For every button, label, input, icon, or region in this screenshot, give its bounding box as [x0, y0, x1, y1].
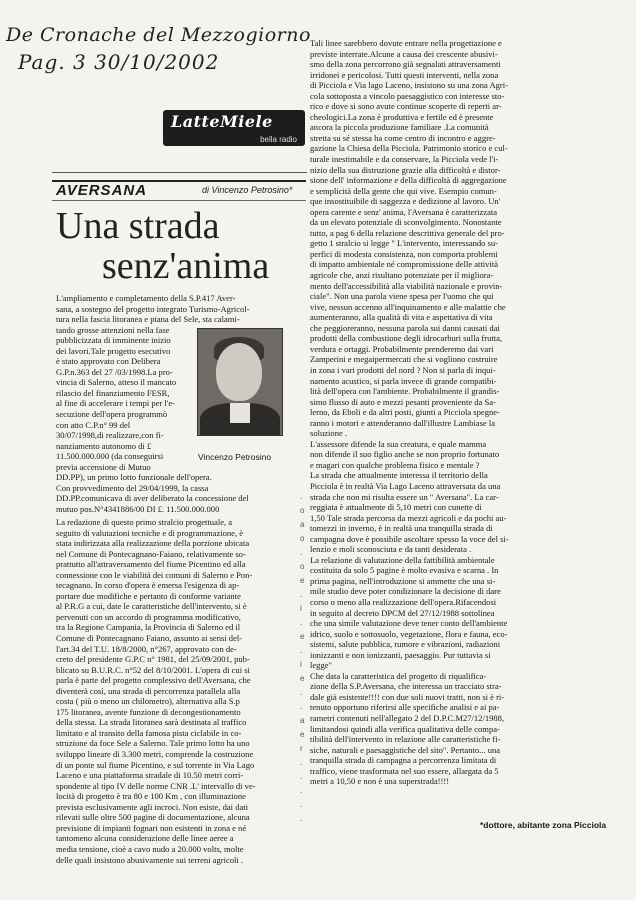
- lattemiele-logo: [163, 110, 305, 146]
- text-line: cheologici.La zona è produttiva e fertile ed è presente: [310, 111, 494, 122]
- signature-line: [480, 820, 630, 831]
- text-line: opera carente e senz' anima, l'Aversana è caratterizzata: [310, 206, 498, 217]
- text-line: limitato e al transito della famosa pista ciclabile in co-: [56, 727, 242, 738]
- text-line: tomezzi in inverno, è in realtà una tranquilla strada di: [310, 523, 493, 534]
- text-line: Laceno e una piattaforma stradale di 10.50 metri corri-: [56, 770, 244, 781]
- text-line: sione dell' informazione e della difficoltà di aggregazione: [310, 175, 507, 186]
- text-line: l'art.34 del T.U. 18/8/2000, n°267, approvato con de-: [56, 643, 237, 654]
- column-1-top: [56, 293, 300, 514]
- logo-tagline: bella radio: [260, 135, 297, 144]
- text-line: che una simile valutazione deve tener conto dell'ambiente: [310, 618, 508, 629]
- text-line: corso o meno alla realizzazione dell'opera.Rifacendosi: [310, 596, 497, 607]
- text-line: mento dell'accessibilità alla viabilità nazionale e provin-: [310, 280, 503, 291]
- text-line: tutto, a pag 6 della relazione descrittiva generale del pro-: [310, 227, 505, 238]
- text-line: mile studio deve poter condizionare la decisione di dare: [310, 586, 501, 597]
- handwritten-source-note: De Cronache del Mezzogiorno: [6, 24, 311, 46]
- text-line: Che data la caratteristica del progetto di riqualifica-: [310, 670, 487, 681]
- text-line: costituita da solo 5 pagine è molto evasiva e scarna . In: [310, 565, 499, 576]
- logo-name: LatteMiele: [171, 112, 273, 131]
- photo-caption: Vincenzo Petrosino: [198, 452, 272, 462]
- text-line: perfici di modesta consistenza, non comporta problemi: [310, 248, 498, 259]
- text-line: legge": [310, 660, 332, 671]
- text-line: dei lavori.Tale progetto esecutivo: [56, 345, 171, 356]
- text-line: verdura e ortaggi. Probabilmente prenderemo dai vari: [310, 343, 494, 354]
- text-line: previsione di impianti fognari non esistenti in zona e né: [56, 822, 247, 833]
- text-line: prattutto all'attraversamento del fiume Picentino ed alla: [56, 559, 246, 570]
- text-line: reggiata è attualmente di 5,10 metri con cunette di: [310, 502, 482, 513]
- text-line: tando grosse attenzioni nella fase: [56, 324, 170, 335]
- text-line: soluzione .: [310, 428, 348, 439]
- text-line: 30/07/1998,di realizzare,con fi-: [56, 430, 164, 441]
- handwritten-page-date-note: Pag. 3 30/10/2002: [18, 50, 220, 74]
- text-line: DD.PP), un primo lotto funzionale dell'opera.: [56, 472, 212, 483]
- text-line: costa ( più o meno un chilometro), alternativa alla S.p: [56, 696, 240, 707]
- binding-marks: . o a o . o e . i . e . i e . . a e r . . . . .: [300, 492, 305, 823]
- text-line: smo della zona percorrono già segnalati attraversamenti: [310, 59, 501, 70]
- text-line: prodotti della combustione degli idrocarburi sulla frutta,: [310, 333, 503, 344]
- byline: di Vincenzo Petrosino*: [202, 185, 293, 195]
- text-line: che peggioreranno, nessuna parola sui danni causati dai: [310, 322, 500, 333]
- text-line: sana, a sostegno del progetto integrato Turismo-Agricol-: [56, 303, 250, 314]
- text-line: agricole che, anzi risultano potenziate per il migliora-: [310, 270, 494, 281]
- text-line: connessione con le viabilità dei comuni di Salerno e Pon-: [56, 569, 253, 580]
- text-line: stretta su sé stessa ha come centro di incontro e aggre-: [310, 132, 496, 143]
- text-line: locità di progetto è tra 80 e 100 Km , con illuminazione: [56, 791, 246, 802]
- author-signature: *dottore, abitante zona Picciola: [480, 820, 607, 830]
- text-line: di un ponte sul fiume Picentino, e sul torrente in Via Lago: [56, 759, 255, 770]
- text-line: portare due modifiche e pertanto di conforme variante: [56, 590, 241, 601]
- column-2: [310, 38, 556, 787]
- text-line: Picciola è in realtà Via Lago Laceno attraversata da una: [310, 480, 501, 491]
- text-line: tenuto opportuno riferirsi alle specifiche analisi e ai pa-: [310, 702, 500, 713]
- text-line: L'ampliamento e completamento della S.P.417 Aver-: [56, 293, 236, 303]
- text-line: nizio della sua distruzione grazie alla difficoltà e distor-: [310, 164, 501, 175]
- text-line: e magari con qualche problema fisico e mentale ?: [310, 459, 480, 470]
- text-line: non difende il suo figlio anche se non proprio fortunato: [310, 449, 500, 460]
- text-line: pubblicizzata di imminente inizio: [56, 335, 171, 346]
- text-line: creto del presidente G.P.C n° 1981, del 25/09/2001, pub-: [56, 654, 250, 665]
- text-line: sviluppo lineare di 3.300 metri, comprende la costruzione: [56, 749, 254, 760]
- text-line: ranno i motori e attenderanno dall'illustre Lambiase la: [310, 417, 495, 428]
- text-line: DD.PP.comunicava di aver deliberato la concessione del: [56, 493, 249, 504]
- text-line: pervenuti con un accordo di programma modificativo,: [56, 611, 241, 622]
- text-line: La strada che attualmente interessa il territorio della: [310, 470, 488, 481]
- text-line: lità dell'opera con l'ambiente. Probabilmente il grandis-: [310, 386, 500, 397]
- text-line: prima pagina, nell'introduzione si ammette che una si-: [310, 575, 496, 586]
- text-line: metri a 10,50 e non è una superstrada!!!!: [310, 776, 450, 787]
- text-line: secuzione dell'opera programmò: [56, 409, 168, 420]
- text-line: tibilità dell'intervento in relazione alle caratteristiche fi-: [310, 734, 501, 745]
- text-line: que insostituibile di saggezza e dedizione al lavoro. Un': [310, 196, 501, 207]
- text-line: aumenteranno, alla qualità di vita e aspettativa di vita: [310, 312, 493, 323]
- text-line: getto 1 stralcio si legge " L'intervento, interessando su-: [310, 238, 499, 249]
- text-line: tra la Regione Campania, la Provincia di Salerno ed il: [56, 622, 241, 633]
- text-line: gazione la Chiesa della Picciola. Patrimonio storico e cul-: [310, 143, 508, 154]
- text-line: spondente al tipo IV delle norme CNR .L' intervallo di ve-: [56, 780, 256, 791]
- text-line: Tali linee sarebbero dovute entrare nella progettazione e: [310, 38, 502, 48]
- text-line: in zona i vari prodotti del nord ? Non si parla di inqui-: [310, 364, 496, 375]
- text-line: delle quali insistono abusivamente sui terreni agricoli .: [56, 854, 244, 865]
- text-line: G.P.n.363 del 27 /03/1998.La pro-: [56, 366, 173, 377]
- text-line: zione della S.P.Aversana, che interessa un tracciato stra-: [310, 681, 502, 692]
- text-line: Zamperini e megaipermercati che si vogliono costruire: [310, 354, 498, 365]
- text-line: stata indirizzata alla realizzazione della porzione ubicata: [56, 538, 250, 549]
- text-line: traffico, viene trasformata nel suo essere, allargata da 5: [310, 765, 499, 776]
- text-line: seguito di valutazioni tecniche e di programmazione, è: [56, 527, 244, 538]
- text-line: siche, naturali e paesaggistiche del sito". Pertanto... una: [310, 744, 501, 755]
- text-line: tranquilla strada di campagna a percorrenza limitata di: [310, 755, 497, 766]
- article-top-rule: [52, 172, 307, 173]
- text-line: namento acustico, si parla invece di grande compatibi-: [310, 375, 497, 386]
- text-line: al P.R.G a cui, date le caratteristiche dell'intervento, si è: [56, 601, 247, 612]
- text-line: dale già esistente!!!! con due soli nuovi tratti, non si è ri-: [310, 691, 505, 702]
- text-line: Con provvedimento del 29/04/1999, la cassa: [56, 482, 209, 493]
- text-line: La relazione di valutazione della fattibilità ambientale: [310, 554, 495, 565]
- text-line: strada che non mi risulta essere un " Aversana". La car-: [310, 491, 499, 502]
- headline-line-1: Una strada: [56, 205, 220, 247]
- text-line: previa accensione di Mutuo: [56, 461, 151, 472]
- text-line: vincia di Salerno, atteso il mancato: [56, 377, 177, 388]
- text-line: da un elevato potenziale di sconvolgimento. Nonostante: [310, 217, 502, 228]
- text-line: è stato approvato con Delibera: [56, 356, 161, 367]
- text-line: mutuo pos.N°4341886/00 DI £. 11.500.000.000: [56, 503, 220, 514]
- text-line: blicato su B.U.R.C. n°52 del 8/10/2001. L'opera di cui si: [56, 664, 250, 675]
- text-line: struzione da foce Sele a Salerno. Tale primo lotto ha uno: [56, 738, 250, 749]
- text-line: rametri contenuti nell'allegato 2 del D.P.C.M27/12/1988,: [310, 713, 505, 723]
- text-line: ciale". Non una parola viene spesa per l'uomo che qui: [310, 291, 494, 302]
- text-line: prevista esclusivamente agli incroci. Non esiste, dai dati: [56, 801, 249, 812]
- text-line: con atto C.P.n° 99 del: [56, 419, 131, 430]
- text-line: lerno, da Eboli e da altri posti, giunti a Picciola spegne-: [310, 407, 500, 418]
- text-line: della stessa. La strada litoranea sarà destinata al traffico: [56, 717, 247, 728]
- text-line: rico e dove si sono avute continue scoperte di reperti ar-: [310, 101, 502, 112]
- text-line: 11.500.000.000 (da conseguirsi: [56, 451, 164, 462]
- text-line: nel Comune di Pontecagnano-Faiano, relativamente so-: [56, 548, 246, 559]
- text-line: irridonei e pericolosi. Tutti questi interventi, nella zona: [310, 69, 499, 80]
- text-line: di impatto ambientale né compromissione delle attività: [310, 259, 498, 270]
- text-line: L'assessore difende la sua creatura, e quale mamma: [310, 438, 487, 449]
- text-line: al fine di accelerare i tempi per l'e-: [56, 398, 175, 409]
- text-line: campagna dove è possibile ascoltare spesso la voce del si-: [310, 533, 509, 544]
- text-line: simo flusso di auto e mezzi pesanti proveniente da Sa-: [310, 396, 496, 407]
- text-line: cola sottoposta a vincolo paesaggistico con interesse sto-: [310, 90, 505, 101]
- text-line: parla è parte del progetto complessivo dell'Aversana, che: [56, 675, 251, 686]
- text-line: Comune di Pontecagnano Faiano, assunto ai sensi del-: [56, 633, 243, 644]
- text-line: tura nella fascia litoranea e piana del Sele, sta calami-: [56, 314, 240, 325]
- headline-line-2: senz'anima: [102, 245, 270, 287]
- column-1-bottom: [56, 517, 300, 865]
- text-line: diventerà così, una strada di percorrenza parallela alla: [56, 685, 241, 696]
- text-line: lenzio e moli sconosciuta e da tanti desiderata .: [310, 544, 472, 555]
- text-line: La redazione di questo primo stralcio progettuale, a: [56, 517, 233, 527]
- text-line: tecagnano. In corso d'opera è emersa l'esigenza di ap-: [56, 580, 240, 591]
- text-line: in seguito al decreto DPCM del 27/12/1988 sottolinea: [310, 607, 495, 618]
- text-line: di Picciola e Via lago Laceno, insistono su una zona Agri-: [310, 80, 508, 91]
- text-line: ancora la piccola produzione familiare .La comunità: [310, 122, 489, 133]
- text-line: idrico, suolo e sottosuolo, vegetazione, flora e fauna, eco-: [310, 628, 508, 639]
- text-line: sistemi, salute pubblica, rumore e vibrazioni, radiazioni: [310, 639, 501, 650]
- text-line: nanziamento autonomo di £: [56, 440, 152, 451]
- text-line: tantomeno alcuna considerazione delle linee aeree a: [56, 833, 234, 844]
- kicker-label: AVERSANA: [56, 182, 148, 199]
- article-kicker-bar: [52, 180, 306, 201]
- text-line: media tensione, cioè a cavo nudo a 20.000 volts, molte: [56, 843, 244, 854]
- text-line: 175 litoranea, avente funzione di decongestionamento: [56, 706, 241, 717]
- text-line: turale inestimabile e da conservare, la Picciola vede l'i-: [310, 154, 499, 165]
- text-line: 1,50 Tale strada percorsa da mezzi agricoli e da pochi au-: [310, 512, 507, 523]
- text-line: vive, nessun accenno all'inquinamento e alle malattie che: [310, 301, 506, 312]
- text-line: rilevati sulle oltre 500 pagine di documentazione, alcuna: [56, 812, 250, 823]
- text-line: rilascio del finanziamento FESR,: [56, 387, 170, 398]
- text-line: previste interrate.Alcune a causa dei crescente abusivi-: [310, 48, 498, 59]
- text-line: e semplicità della gente che qui vive. Esempio comun-: [310, 185, 497, 196]
- text-line: ionizzanti e non ionizzanti, paesaggio. Pur tuttavia si: [310, 649, 491, 660]
- text-line: limitandosi quindi alla verifica qualitativa delle compa-: [310, 723, 500, 734]
